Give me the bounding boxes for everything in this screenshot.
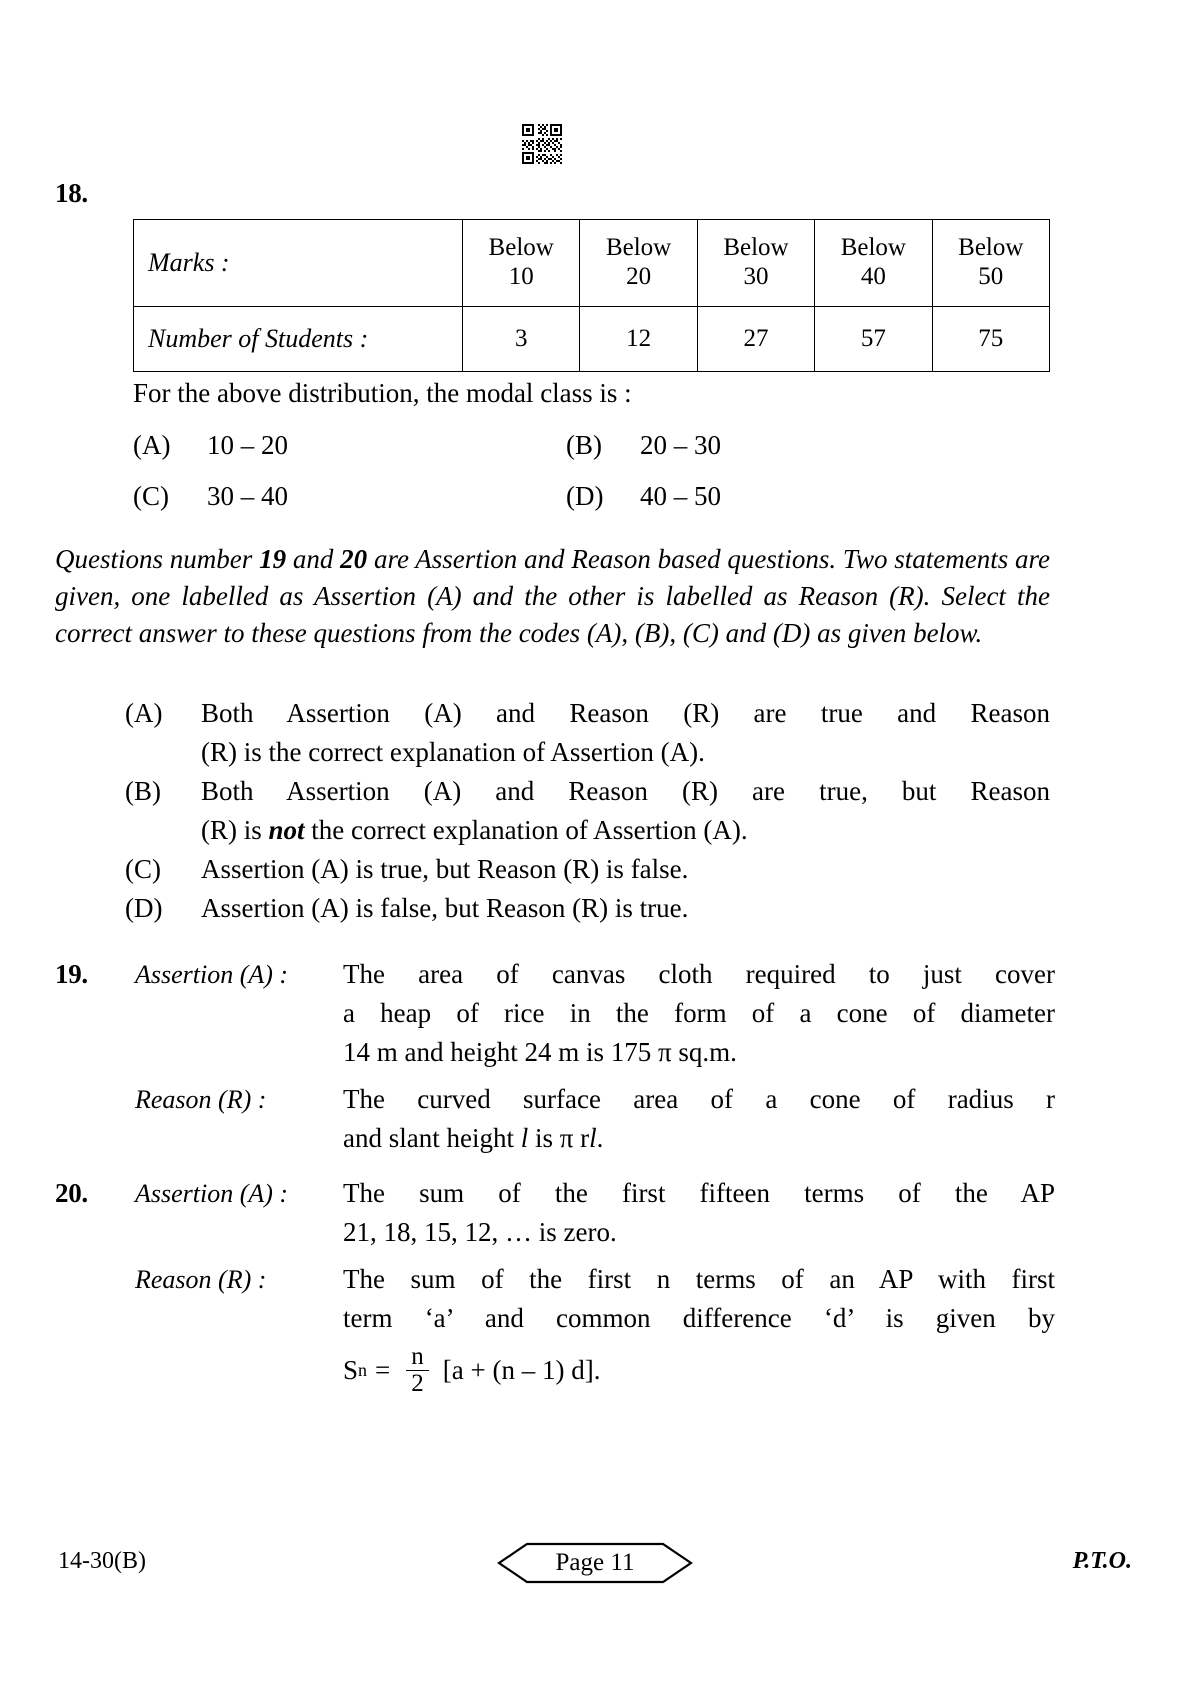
pto-label: P.T.O. (1072, 1548, 1132, 1574)
assertion-reason-code-list (125, 694, 1050, 928)
students-count-2: 27 (697, 307, 814, 372)
question-19-reason-line1: The curved surface area of a cone of radius r (343, 1084, 1055, 1114)
formula-fraction (406, 1344, 429, 1398)
question-19 (55, 955, 1055, 1158)
option-c[interactable] (133, 481, 288, 512)
table-row-students (134, 307, 1050, 372)
assertion-reason-instructions (55, 541, 1050, 652)
below-word: Below (605, 234, 672, 262)
option-c-tag: (C) (133, 481, 169, 511)
question-20-assertion-line2: 21, 18, 15, 12, … is zero. (343, 1217, 617, 1247)
students-count-4: 75 (932, 307, 1049, 372)
question-19-assertion-line3: 14 m and height 24 m is 175 π sq.m. (343, 1037, 737, 1067)
formula-numerator: n (411, 1343, 424, 1370)
code-option-a-line1: Both Assertion (A) and Reason (R) are true and Reason (201, 698, 1050, 728)
code-option-b-not-emphasis: not (268, 815, 305, 845)
marks-value: 30 (743, 263, 769, 290)
ap-sum-formula (343, 1344, 1055, 1398)
code-option-b[interactable] (125, 772, 1050, 850)
question-20-assertion-label: Assertion (A) : (135, 1179, 289, 1208)
option-d-tag: (D) (566, 481, 604, 511)
question-19-reason-row (55, 1080, 1055, 1158)
instruction-part-1: Questions number (55, 544, 260, 574)
code-option-c[interactable] (125, 850, 1050, 889)
option-c-text: 30 – 40 (207, 481, 288, 511)
question-20-reason-row (55, 1260, 1055, 1398)
question-20-reason-label: Reason (R) : (135, 1265, 267, 1294)
option-a-text: 10 – 20 (207, 430, 288, 460)
question-19-assertion-text (343, 955, 1055, 1072)
formula-lhs-subscript: n (358, 1360, 368, 1381)
code-option-b-tag: (B) (125, 776, 161, 806)
header-below-10 (463, 220, 580, 307)
question-20-reason-line2: term ‘a’ and common difference ‘d’ is given by (343, 1303, 1055, 1333)
question-18-prompt: For the above distribution, the modal class is : (133, 378, 632, 408)
below-word: Below (723, 234, 789, 262)
formula-denominator: 2 (406, 1370, 429, 1397)
code-option-a-tag: (A) (125, 698, 163, 728)
formula-lhs: S (343, 1355, 359, 1386)
question-19-number: 19. (55, 959, 88, 989)
page-number-label: Page 11 (555, 1549, 635, 1576)
code-option-d-tag: (D) (125, 893, 163, 923)
code-option-d[interactable] (125, 889, 1050, 928)
paper-code: 14-30(B) (58, 1548, 146, 1574)
code-option-b-text (201, 772, 1050, 850)
marks-distribution-table (133, 219, 1050, 372)
instruction-bold-19: 19 (259, 544, 287, 574)
students-count-1: 12 (580, 307, 697, 372)
question-19-assertion-label: Assertion (A) : (135, 960, 289, 989)
slant-height-variable-2: l (589, 1123, 597, 1153)
marks-value: 20 (626, 263, 652, 290)
option-b-text: 20 – 30 (640, 430, 721, 460)
option-b[interactable] (566, 430, 721, 461)
reason-line2-b: is π r (528, 1123, 590, 1153)
code-option-b-line2 (201, 815, 748, 845)
question-20-number: 20. (55, 1178, 88, 1208)
row-label-number-of-students: Number of Students : (134, 307, 463, 372)
students-count-3: 57 (815, 307, 932, 372)
instruction-part-3: are Assertion and Reason based questions. Two statements are given, one labelled as Assertion (A) and the other is labelled as Reason (R). Select the correct answer to these questions from the codes (A), (B), (C) and (D) as given below. (55, 544, 1051, 648)
instruction-bold-20: 20 (340, 544, 368, 574)
option-d[interactable] (566, 481, 721, 512)
header-below-50 (932, 220, 1049, 307)
formula-rhs: [a + (n – 1) d]. (442, 1355, 601, 1386)
question-19-reason-label: Reason (R) : (135, 1085, 267, 1114)
marks-value: 40 (860, 263, 886, 290)
below-word: Below (840, 234, 906, 262)
code-option-b-line2-a: (R) is (201, 815, 269, 845)
code-option-d-text: Assertion (A) is false, but Reason (R) is true. (201, 893, 689, 923)
option-b-tag: (B) (566, 430, 602, 460)
instruction-part-2: and (286, 544, 341, 574)
page-number-badge (495, 1540, 695, 1586)
question-20-assertion-row (55, 1174, 1055, 1252)
code-option-c-tag: (C) (125, 854, 161, 884)
header-below-40 (815, 220, 932, 307)
question-19-assertion-line1: The area of canvas cloth required to just cover (343, 959, 1055, 989)
code-option-a[interactable] (125, 694, 1050, 772)
question-20-assertion-line1: The sum of the first fifteen terms of the AP (343, 1178, 1055, 1208)
question-20-reason-line1: The sum of the first n terms of an AP with first (343, 1264, 1055, 1294)
reason-line2-a: and slant height (343, 1123, 521, 1153)
question-20-assertion-text (343, 1174, 1055, 1252)
table-row-marks (134, 220, 1050, 307)
row-label-marks: Marks : (134, 220, 463, 307)
formula-equals: = (375, 1355, 391, 1386)
slant-height-variable: l (520, 1123, 529, 1153)
question-19-assertion-row (55, 955, 1055, 1072)
header-below-30 (697, 220, 814, 307)
option-a[interactable] (133, 430, 288, 461)
below-word: Below (958, 234, 1024, 262)
option-d-text: 40 – 50 (640, 481, 721, 511)
code-option-a-line2: (R) is the correct explanation of Assertion (A). (201, 737, 705, 767)
question-19-reason-line2 (343, 1119, 1055, 1158)
question-20-reason-text (343, 1260, 1055, 1398)
qr-code-icon (520, 122, 564, 166)
header-below-20 (580, 220, 697, 307)
code-option-b-line1: Both Assertion (A) and Reason (R) are true, but Reason (201, 776, 1050, 806)
code-option-a-text (201, 694, 1050, 772)
marks-value: 50 (978, 263, 1004, 290)
question-18-number: 18. (55, 178, 88, 208)
question-19-assertion-line2: a heap of rice in the form of a cone of diameter (343, 998, 1055, 1028)
reason-line2-c: . (596, 1123, 604, 1153)
question-20 (55, 1174, 1055, 1398)
students-count-0: 3 (463, 307, 580, 372)
option-a-tag: (A) (133, 430, 171, 460)
below-word: Below (488, 234, 554, 262)
marks-value: 10 (508, 263, 534, 290)
code-option-c-text: Assertion (A) is true, but Reason (R) is false. (201, 854, 689, 884)
question-19-reason-text (343, 1080, 1055, 1158)
code-option-b-line2-b: the correct explanation of Assertion (A). (304, 815, 748, 845)
